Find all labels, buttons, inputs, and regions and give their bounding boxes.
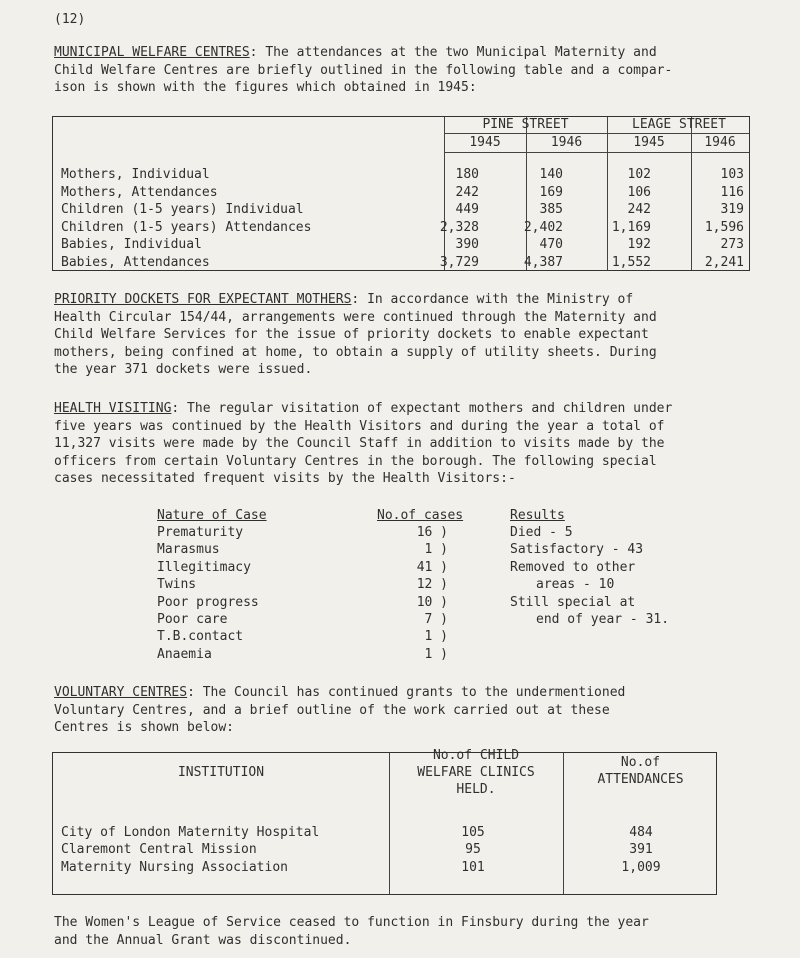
no-of-cases-header: No.of cases [377,508,464,523]
table-cell: 140 [539,167,563,182]
institution-name: Claremont Central Mission [61,842,257,858]
case-nature: Marasmus [157,542,220,558]
clinics-held: 101 [461,859,485,875]
result-line: Still special at [510,594,636,610]
case-nature: T.B.contact [157,629,244,645]
attendances-header-line: No.of [620,755,661,770]
closing-paragraph: The Women's League of Service ceased to function in Finsbury during the year and the Annual Grant was discontinued. [54,915,649,948]
institution-name: Maternity Nursing Association [61,859,288,875]
institution-name: City of London Maternity Hospital [61,825,320,840]
row-label: Babies, Attendances [61,255,210,270]
result-line: end of year - 31. [536,612,670,627]
table-cell: 1,552 [611,255,651,270]
attendances-count: 484 [629,825,653,840]
table-cell: 449 [455,202,479,218]
voluntary-paragraph [54,684,769,737]
case-nature: Anaemia [157,646,212,662]
municipal-heading: MUNICIPAL WELFARE CENTRES [54,45,250,60]
priority-paragraph [54,291,769,379]
table-cell: 192 [627,237,651,253]
case-nature: Twins [157,577,197,593]
table-cell: 103 [720,167,744,182]
clinics-header-line: No.of CHILD [432,748,520,763]
case-count: 41 ) [416,559,448,575]
year-header: 1945 [633,135,665,150]
institution-header: INSTITUTION [177,765,265,780]
table-cell: 169 [539,184,563,200]
year-header: 1946 [704,135,736,150]
case-count: 1 ) [424,646,448,662]
row-label: Babies, Individual [61,237,202,253]
table-cell: 1,169 [611,219,651,235]
health-visiting-heading: HEALTH VISITING [54,401,172,416]
table-cell: 106 [627,184,651,200]
table-cell: 273 [720,237,744,253]
attendance-table [52,116,750,271]
voluntary-heading: VOLUNTARY CENTRES [54,685,188,700]
group-header-pine-street: PINE STREET [482,117,569,132]
case-count: 7 ) [424,612,448,627]
attendances-count: 391 [629,842,653,858]
table-cell: 2,241 [704,255,744,270]
result-line: Died - 5 [510,525,573,540]
table-cell: 385 [539,202,563,218]
health-visiting-text: : The regular visitation of expectant mothers and children under five years was continued by the Health Visitors and during the year a total of 11,327 visits were made by the Council Staff in addition to visits made by the officers from certain Voluntary Centres in the borough. The following special cases necessitated frequent visits by the Health Visitors:- [54,401,673,486]
table-cell: 4,387 [523,255,563,270]
institution-table [52,748,717,895]
voluntary-text: : The Council has continued grants to the undermentioned Voluntary Centres, and a brief outline of the work carried out at these Centres is shown below: [54,685,626,735]
case-count: 1 ) [424,542,448,558]
table-cell: 319 [720,202,744,218]
case-nature: Poor care [157,612,228,627]
table-cell: 390 [455,237,479,253]
clinics-header-line: HELD. [456,782,496,797]
row-label: Mothers, Attendances [61,184,218,200]
row-label: Mothers, Individual [61,167,210,182]
results-header: Results [510,508,565,523]
table-cell: 1,596 [704,219,744,235]
row-label: Children (1-5 years) Individual [61,202,304,218]
clinics-held: 105 [461,825,485,840]
result-line: Removed to other [510,559,636,575]
page-number: (12) [54,12,86,27]
attendances-header-line: ATTENDANCES [597,772,684,787]
table-cell: 2,402 [523,219,563,235]
table-cell: 242 [455,184,479,200]
table-cell: 180 [455,167,479,182]
case-count: 16 ) [416,525,448,540]
case-count: 12 ) [416,577,448,593]
priority-heading: PRIORITY DOCKETS FOR EXPECTANT MOTHERS [54,292,352,307]
table-cell: 116 [720,184,744,200]
nature-of-case-header: Nature of Case [157,508,267,523]
row-label: Children (1-5 years) Attendances [61,219,312,235]
table-cell: 470 [539,237,563,253]
year-header: 1946 [550,135,583,150]
health-visiting-paragraph [54,400,769,488]
case-nature: Prematurity [157,525,244,540]
result-line: areas - 10 [536,577,615,593]
group-header-leage-street: LEAGE STREET [632,117,726,132]
case-nature: Poor progress [157,594,259,610]
table-cell: 242 [627,202,651,218]
table-cell: 102 [627,167,651,182]
clinics-header-line: WELFARE CLINICS [417,765,535,780]
year-header: 1945 [469,135,501,150]
case-nature: Illegitimacy [157,559,251,575]
case-count: 10 ) [416,594,448,610]
result-line: Satisfactory - 43 [510,542,644,558]
clinics-held: 95 [465,842,481,858]
municipal-text: : The attendances at the two Municipal Maternity and Child Welfare Centres are briefly outlined in the following table and a compar- ison is shown with the figures which obtained in 1945: [54,45,673,95]
municipal-paragraph [54,44,769,97]
table-cell: 3,729 [439,255,479,270]
table-cell: 2,328 [439,219,479,235]
case-count: 1 ) [424,629,448,645]
attendances-count: 1,009 [621,859,661,875]
priority-text: : In accordance with the Ministry of Health Circular 154/44, arrangements were continued through the Maternity and Child Welfare Services for the issue of priority dockets to enable expectant mothers, being confined at home, to obtain a supply of utility sheets. During the year 371 dockets were issued. [54,292,657,377]
